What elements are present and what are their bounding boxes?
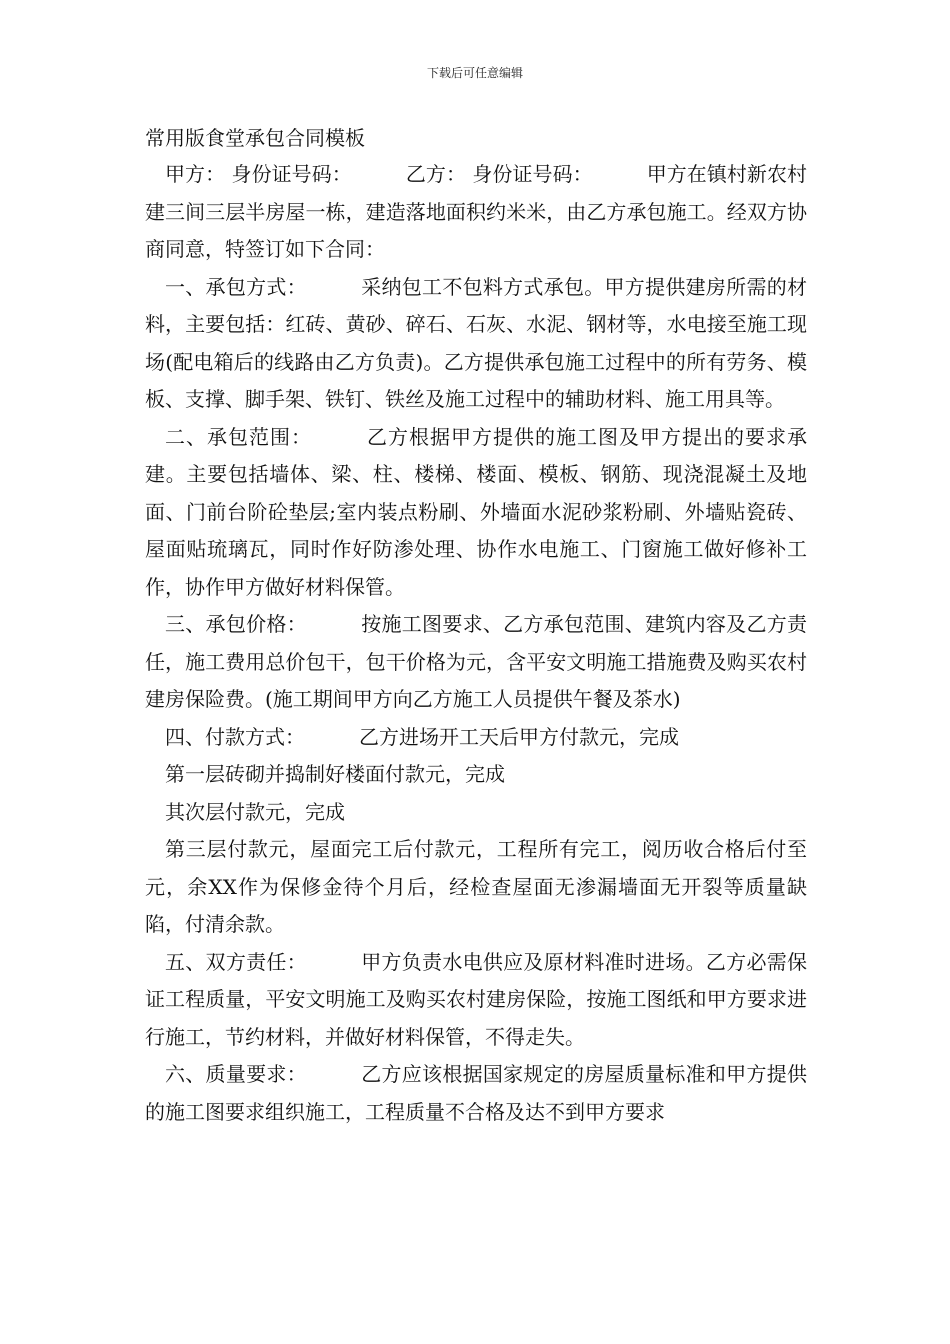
paragraph-contract-price (145, 606, 807, 719)
document-title: 常用版食堂承包合同模板 (145, 126, 365, 150)
section-heading: 六、质量要求： (165, 1062, 307, 1086)
paragraph-quality (145, 1056, 807, 1131)
paragraph-responsibilities (145, 944, 807, 1057)
document-body (145, 120, 807, 1131)
section-heading: 四、付款方式： (165, 724, 305, 749)
paragraph-payment-second-floor (145, 794, 807, 832)
header-note: 下载后可任意编辑 (426, 66, 523, 80)
section-heading: 二、承包范围： (165, 424, 312, 449)
paragraph-contract-method (145, 269, 807, 419)
paragraph-text: 第三层付款元，屋面完工后付款元，工程所有完工，阅历收合格后付至元，余XX作为保修金待个月后，经检查屋面无渗漏墙面无开裂等质量缺陷，付清余款。 (145, 837, 807, 936)
paragraph-payment-third-floor (145, 831, 807, 944)
party-b-label: 乙方： 身份证号码： (405, 162, 593, 186)
paragraph-text: 乙方应该根据国家规定的房屋质量标准和甲方提供的施工图要求组织施工，工程质量不合格及达不到甲方要求 (145, 1062, 808, 1124)
paragraph-parties (145, 156, 807, 269)
paragraph-text: 乙方根据甲方提供的施工图及甲方提出的要求承建。主要包括墙体、梁、柱、楼梯、楼面、模板、钢筋、现浇混凝土及地面、门前台阶砼垫层;室内装点粉刷、外墙面水泥砂浆粉刷、外墙贴瓷砖、屋面贴琉璃瓦，同时作好防渗处理、协作水电施工、门窗施工做好修补工作，协作甲方做好材料保管。 (145, 424, 807, 599)
paragraph-contract-scope (145, 419, 807, 607)
party-a-label: 甲方： 身份证号码： (165, 162, 352, 186)
paragraph-text: 其次层付款元，完成 (165, 799, 345, 824)
section-heading: 一、承包方式： (165, 274, 307, 299)
paragraph-payment (145, 719, 807, 757)
section-heading: 三、承包价格： (165, 612, 307, 636)
paragraph-payment-first-floor (145, 756, 807, 794)
paragraph-text: 甲方负责水电供应及原材料准时进场。乙方必需保证工程质量，平安文明施工及购买农村建房保险，按施工图纸和甲方要求进行施工，节约材料，并做好材料保管，不得走失。 (145, 949, 808, 1049)
paragraph-text: 按施工图要求、乙方承包范围、建筑内容及乙方责任，施工费用总价包干，包干价格为元，含平安文明施工措施费及购买农村建房保险费。(施工期间甲方向乙方施工人员提供午餐及茶水) (145, 612, 808, 711)
paragraph-text: 乙方进场开工天后甲方付款元，完成 (359, 724, 679, 749)
section-heading: 五、双方责任： (165, 949, 307, 974)
paragraph-text: 采纳包工不包料方式承包。甲方提供建房所需的材料，主要包括：红砖、黄砂、碎石、石灰、水泥、钢材等，水电接至施工现场(配电箱后的线路由乙方负责)。乙方提供承包施工过程中的所有劳务、模板、支撑、脚手架、铁钉、铁丝及施工过程中的辅助材料、施工用具等。 (145, 274, 808, 411)
paragraph-text: 甲方在镇村新农村建三间三层半房屋一栋，建造落地面积约米米，由乙方承包施工。经双方协商同意，特签订如下合同： (145, 162, 808, 261)
paragraph-text: 第一层砖砌并捣制好楼面付款元，完成 (165, 762, 505, 786)
